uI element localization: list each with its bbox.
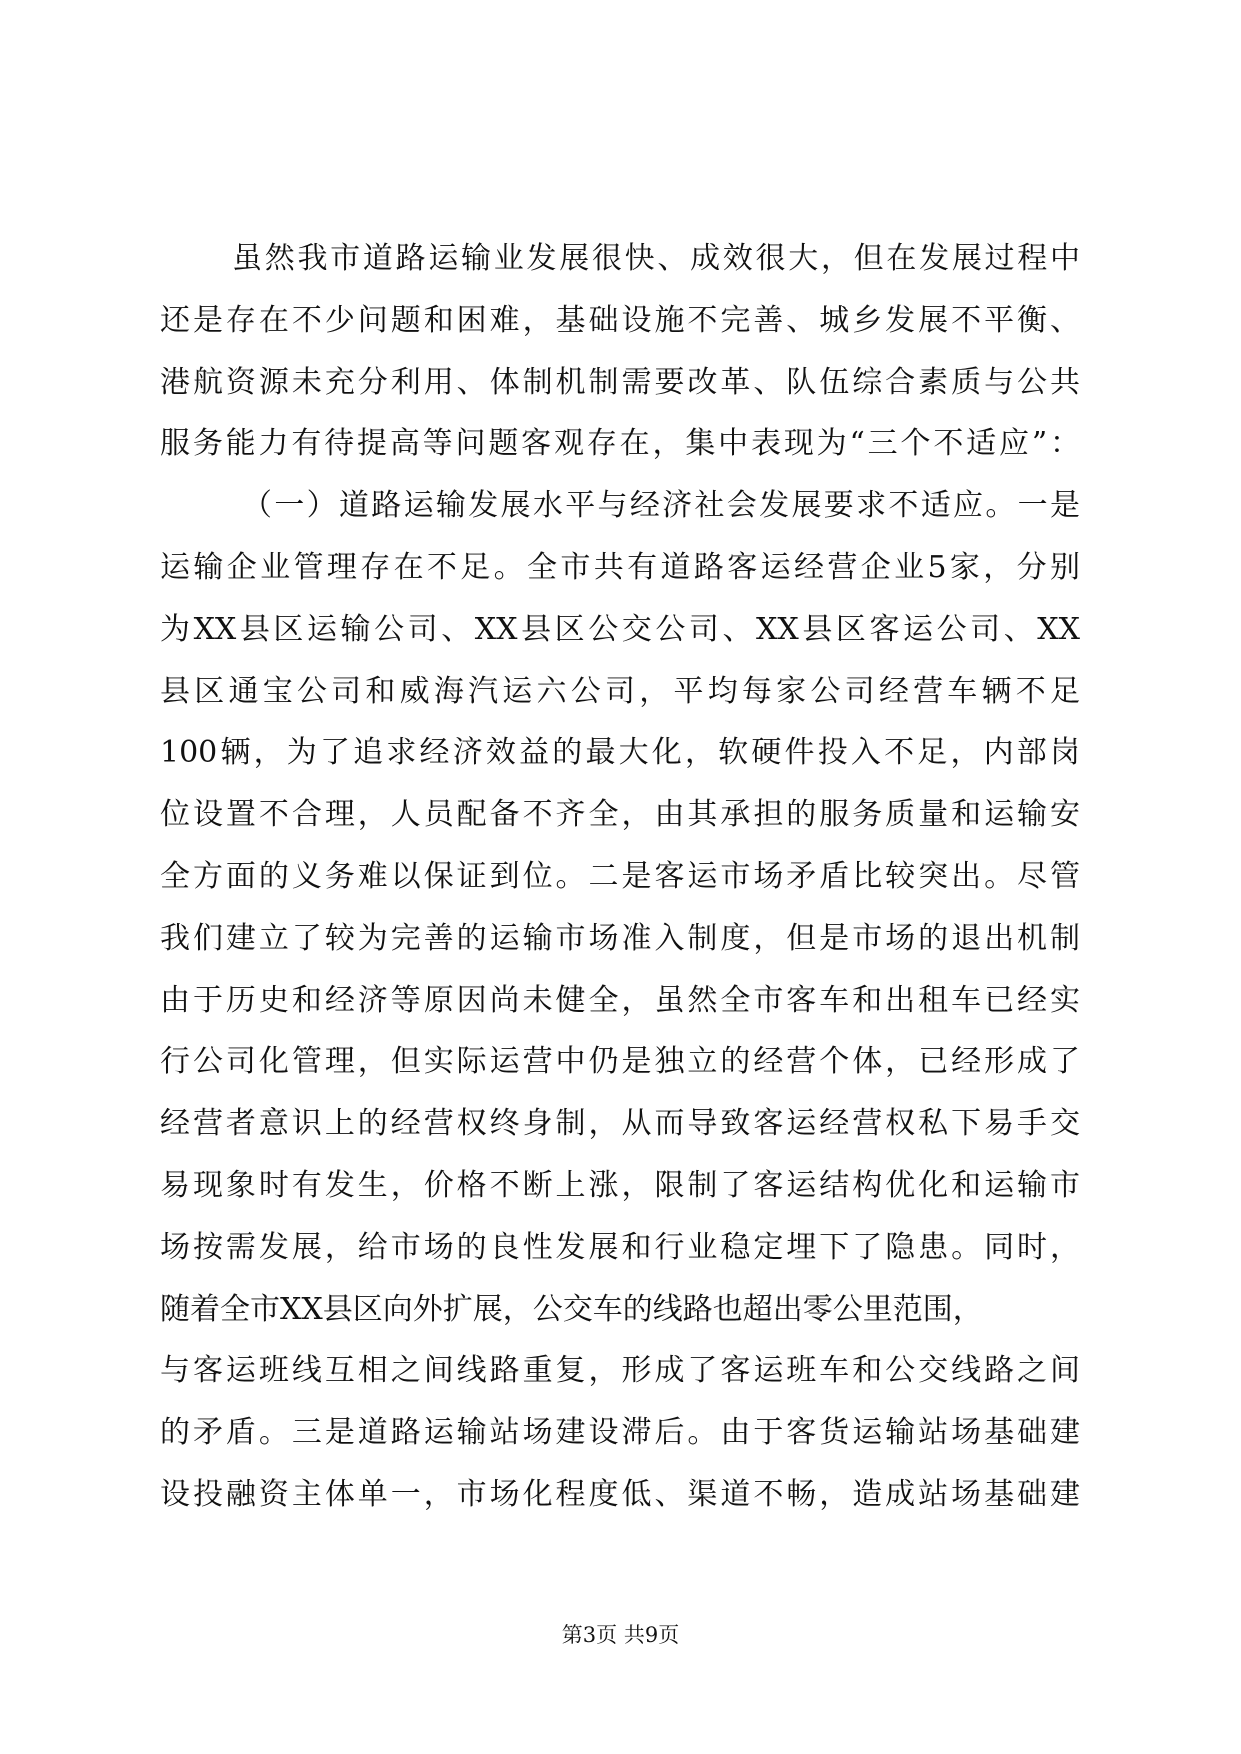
text-line: （一）道路运输发展水平与经济社会发展要求不适应。一是 [242,488,1080,524]
text-line: 随着全市XX县区向外扩展，公交车的线路也超出零公里范围， [160,1291,983,1327]
text-line: 服务能力有待提高等问题客观存在，集中表现为“三个不适应”： [160,426,1080,462]
text-line: 还是存在不少问题和困难，基础设施不完善、城乡发展不平衡、 [160,302,1080,338]
text-line: 县区通宝公司和威海汽运六公司，平均每家公司经营车辆不足 [160,673,1080,709]
text-line: 场按需发展，给市场的良性发展和行业稳定埋下了隐患。同时， [160,1229,1080,1265]
page-number-footer: 第3页 共9页 [561,1623,680,1647]
text-line: 位设置不合理，人员配备不齐全，由其承担的服务质量和运输安 [160,797,1080,833]
text-line: 由于历史和经济等原因尚未健全，虽然全市客车和出租车已经实 [160,982,1080,1018]
text-line: 行公司化管理，但实际运营中仍是独立的经营个体，已经形成了 [160,1044,1080,1080]
text-line: 运输企业管理存在不足。全市共有道路客运经营企业5家，分别 [160,549,1080,585]
text-line: 100辆，为了追求经济效益的最大化，软硬件投入不足，内部岗 [160,735,1080,771]
text-line: 为XX县区运输公司、XX县区公交公司、XX县区客运公司、XX [160,611,1080,647]
text-line: 经营者意识上的经营权终身制，从而导致客运经营权私下易手交 [160,1106,1080,1142]
text-line: 我们建立了较为完善的运输市场准入制度，但是市场的退出机制 [160,920,1080,956]
text-line: 的矛盾。三是道路运输站场建设滞后。由于客货运输站场基础建 [160,1415,1080,1451]
text-line: 与客运班线互相之间线路重复，形成了客运班车和公交线路之间 [160,1353,1080,1389]
body-text [160,228,1080,1526]
text-line: 虽然我市道路运输业发展很快、成效很大，但在发展过程中 [232,241,1080,276]
text-line: 港航资源未充分利用、体制机制需要改革、队伍综合素质与公共 [160,364,1080,400]
text-line: 设投融资主体单一，市场化程度低、渠道不畅，造成站场基础建 [160,1476,1080,1512]
text-line: 易现象时有发生，价格不断上涨，限制了客运结构优化和运输市 [160,1167,1080,1203]
text-line: 全方面的义务难以保证到位。二是客运市场矛盾比较突出。尽管 [160,858,1080,894]
